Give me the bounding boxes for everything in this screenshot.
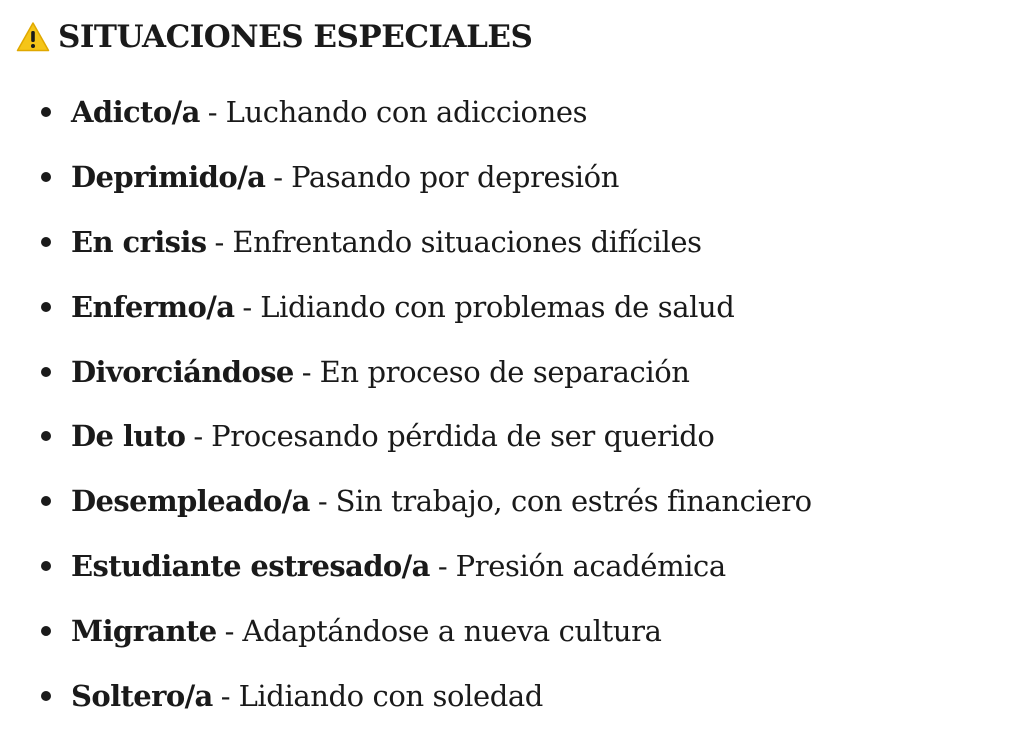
- bullet: [41, 691, 51, 701]
- bullet: [41, 107, 51, 117]
- item-description: Sin trabajo, con estrés financiero: [335, 484, 812, 519]
- item-separator: -: [224, 613, 235, 648]
- section-title: SITUACIONES ESPECIALES: [58, 19, 533, 55]
- item-description: En proceso de separación: [319, 354, 690, 389]
- bullet: [41, 496, 51, 506]
- list-item: [36, 469, 812, 534]
- list-item: [36, 210, 812, 275]
- bullet: [41, 431, 51, 441]
- item-separator: -: [214, 224, 225, 259]
- item-description: Adaptándose a nueva cultura: [242, 613, 662, 648]
- item-term: Deprimido/a: [71, 160, 266, 195]
- item-description: Presión académica: [455, 548, 726, 583]
- item-description: Enfrentando situaciones difíciles: [232, 224, 702, 259]
- bullet: [41, 172, 51, 182]
- item-separator: -: [207, 95, 218, 130]
- item-description: Procesando pérdida de ser querido: [211, 419, 715, 454]
- bullet: [41, 237, 51, 247]
- item-term: Adicto/a: [71, 95, 200, 130]
- item-separator: -: [220, 678, 231, 713]
- bullet: [41, 302, 51, 312]
- item-term: Soltero/a: [71, 678, 213, 713]
- list-item: [36, 404, 812, 469]
- item-separator: -: [317, 484, 328, 519]
- item-term: Migrante: [71, 613, 217, 648]
- item-separator: -: [273, 160, 284, 195]
- item-term: De luto: [71, 419, 186, 454]
- situations-list: [36, 80, 812, 728]
- bullet: [41, 561, 51, 571]
- item-term: En crisis: [71, 224, 207, 259]
- item-term: Enfermo/a: [71, 289, 235, 324]
- list-item: [36, 80, 812, 145]
- bullet: [41, 626, 51, 636]
- item-term: Desempleado/a: [71, 484, 310, 519]
- list-item: [36, 534, 812, 599]
- list-item: [36, 339, 812, 404]
- list-item: [36, 274, 812, 339]
- section-heading: [16, 17, 532, 57]
- item-description: Luchando con adicciones: [225, 95, 588, 130]
- item-term: Estudiante estresado/a: [71, 548, 430, 583]
- warning-icon: [16, 21, 50, 53]
- item-term: Divorciándose: [71, 354, 294, 389]
- item-separator: -: [301, 354, 312, 389]
- list-item: [36, 145, 812, 210]
- item-separator: -: [242, 289, 253, 324]
- item-separator: -: [437, 548, 448, 583]
- bullet: [41, 367, 51, 377]
- item-description: Lidiando con soledad: [238, 678, 543, 713]
- list-item: [36, 598, 812, 663]
- item-separator: -: [193, 419, 204, 454]
- item-description: Pasando por depresión: [291, 160, 619, 195]
- list-item: [36, 663, 812, 728]
- item-description: Lidiando con problemas de salud: [260, 289, 735, 324]
